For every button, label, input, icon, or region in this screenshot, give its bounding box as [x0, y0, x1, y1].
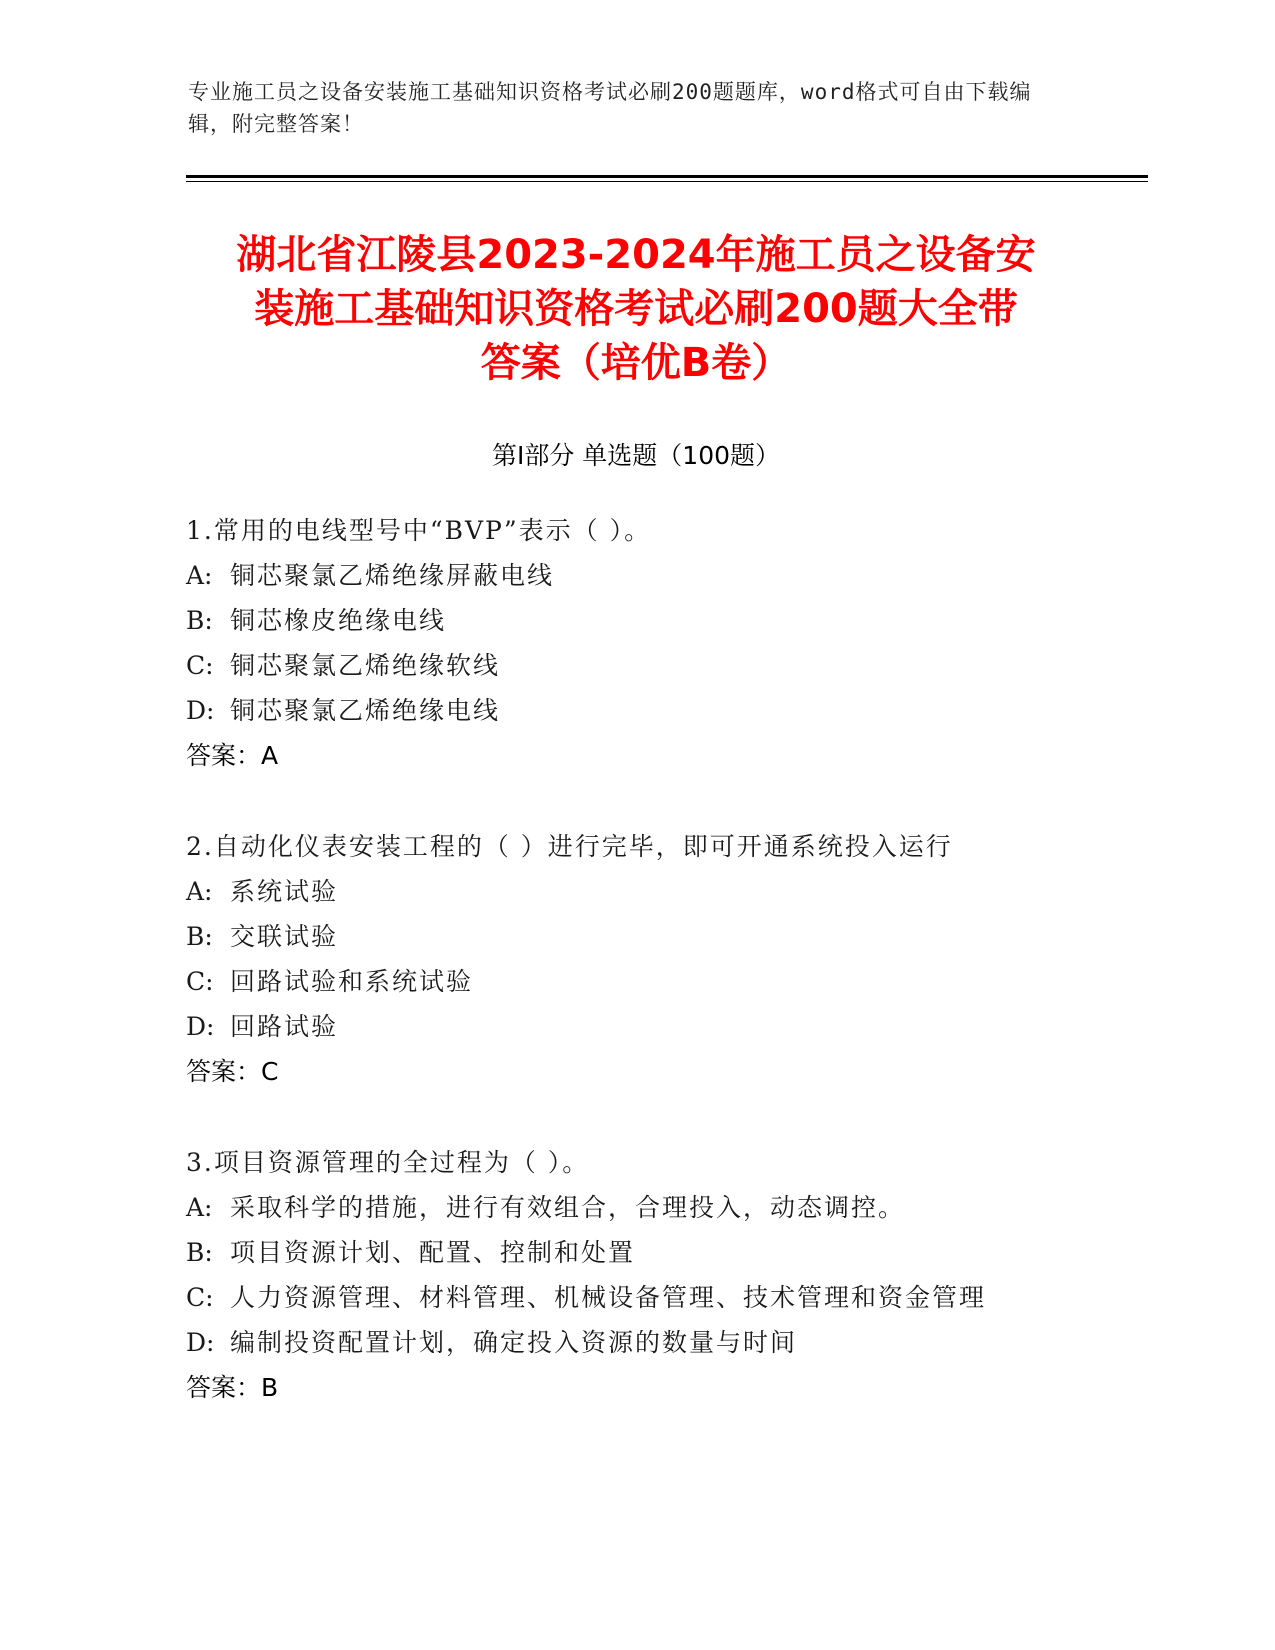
header-divider-thin	[186, 181, 1148, 182]
question-3	[186, 1140, 1086, 1410]
option-letter: B:	[186, 606, 213, 635]
option-letter: D:	[186, 696, 215, 725]
option-letter: B:	[186, 922, 213, 951]
title-line: 装施工基础知识资格考试必刷200题大全带	[254, 286, 1018, 332]
answer: 答案：B	[186, 1373, 279, 1402]
option-letter: A:	[186, 1193, 213, 1222]
document-title	[176, 228, 1096, 390]
option-letter: C:	[186, 651, 214, 680]
option-text: 铜芯橡皮绝缘电线	[230, 606, 447, 635]
option-c	[186, 959, 1086, 1004]
question-stem: 3.项目资源管理的全过程为（ ）。	[186, 1148, 590, 1177]
option-text: 铜芯聚氯乙烯绝缘屏蔽电线	[230, 561, 555, 590]
option-text: 回路试验	[230, 1012, 339, 1041]
option-letter: D:	[186, 1012, 215, 1041]
title-line: 湖北省江陵县2023-2024年施工员之设备安	[236, 232, 1036, 278]
option-letter: C:	[186, 967, 214, 996]
option-c	[186, 1275, 1086, 1320]
option-text: 编制投资配置计划，确定投入资源的数量与时间	[230, 1328, 798, 1357]
option-letter: D:	[186, 1328, 215, 1357]
question-2	[186, 824, 1086, 1094]
option-text: 采取科学的措施，进行有效组合，合理投入，动态调控。	[230, 1193, 906, 1222]
option-text: 系统试验	[230, 877, 339, 906]
option-c	[186, 643, 1086, 688]
option-text: 铜芯聚氯乙烯绝缘电线	[230, 696, 501, 725]
option-d	[186, 1320, 1086, 1365]
option-a	[186, 553, 1086, 598]
option-b	[186, 598, 1086, 643]
answer: 答案：C	[186, 1057, 279, 1086]
option-b	[186, 914, 1086, 959]
option-text: 回路试验和系统试验	[230, 967, 474, 996]
option-a	[186, 1185, 1086, 1230]
option-d	[186, 688, 1086, 733]
option-text: 交联试验	[230, 922, 339, 951]
option-a	[186, 869, 1086, 914]
question-1	[186, 508, 1086, 778]
question-stem: 1.常用的电线型号中“BVP”表示（ ）。	[186, 516, 652, 545]
option-text: 人力资源管理、材料管理、机械设备管理、技术管理和资金管理	[230, 1283, 987, 1312]
question-stem: 2.自动化仪表安装工程的（ ）进行完毕，即可开通系统投入运行	[186, 832, 953, 861]
title-line: 答案（培优B卷）	[480, 340, 792, 386]
option-letter: C:	[186, 1283, 214, 1312]
option-letter: A:	[186, 561, 213, 590]
option-b	[186, 1230, 1086, 1275]
section-heading: 第Ⅰ部分 单选题（100题）	[491, 441, 781, 470]
option-text: 铜芯聚氯乙烯绝缘软线	[230, 651, 501, 680]
option-letter: A:	[186, 877, 213, 906]
answer: 答案：A	[186, 741, 279, 770]
header-note: 专业施工员之设备安装施工基础知识资格考试必刷200题题库，word格式可自由下载编辑，附完整答案！	[188, 80, 1032, 136]
header-divider-thick	[186, 175, 1148, 178]
option-text: 项目资源计划、配置、控制和处置	[230, 1238, 636, 1267]
option-letter: B:	[186, 1238, 213, 1267]
option-d	[186, 1004, 1086, 1049]
